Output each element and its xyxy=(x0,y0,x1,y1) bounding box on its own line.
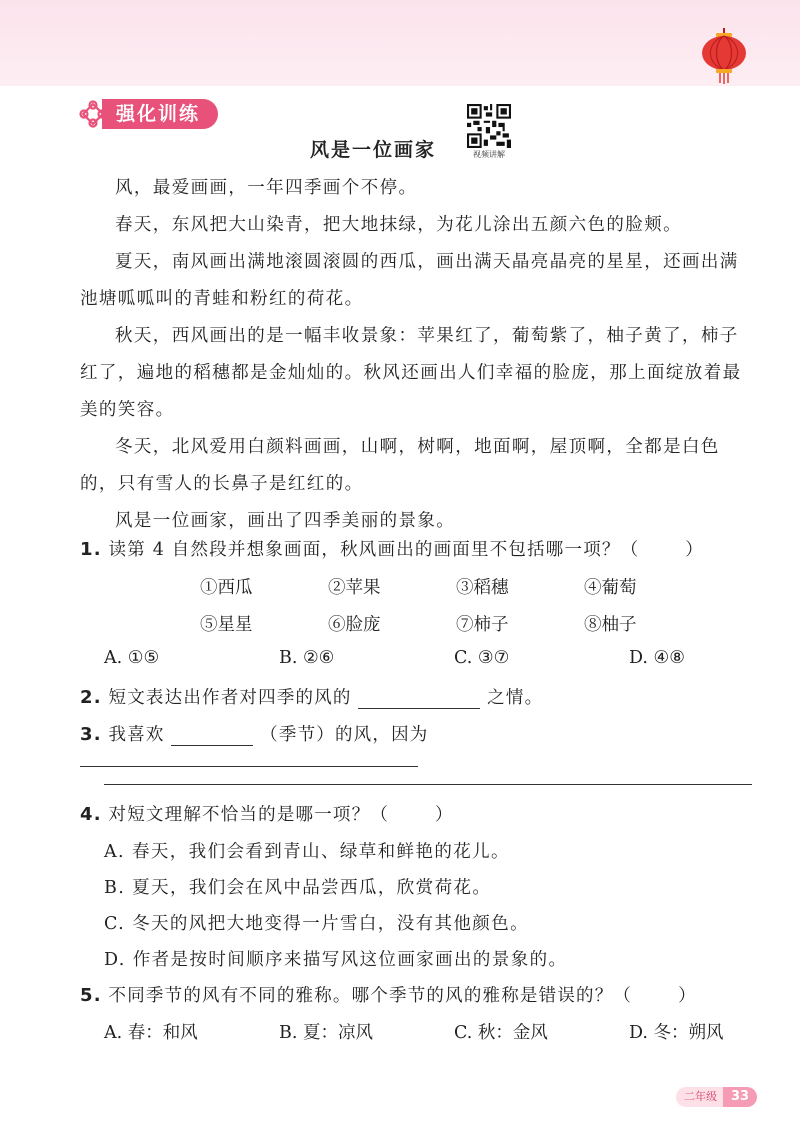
q1-item: ⑥脸庞 xyxy=(328,615,381,635)
passage-paragraph: 夏天，南风画出满地滚圆滚圆的西瓜，画出满天晶亮晶亮的星星，还画出满池塘呱呱叫的青蛙和粉红的荷花。 xyxy=(80,252,739,309)
choice-c[interactable]: C. ③⑦ xyxy=(454,648,510,668)
q1-item: ①西瓜 xyxy=(200,578,253,598)
q1-item: ④葡萄 xyxy=(584,578,637,598)
question-text: 短文表达出作者对四季的风的 xyxy=(108,688,352,708)
reason-blank[interactable] xyxy=(80,746,418,767)
question-text-after: 之情。 xyxy=(487,688,544,708)
q1-items-row-1 xyxy=(200,574,712,599)
choice-a[interactable]: A. 春：和风 xyxy=(104,1023,198,1043)
passage-paragraph: 冬天，北风爱用白颜料画画，山啊，树啊，地面啊，屋顶啊，全都是白色的，只有雪人的长鼻子是红红的。 xyxy=(80,437,720,494)
q1-item: ③稻穗 xyxy=(456,578,509,598)
lantern-icon xyxy=(700,28,748,84)
q1-items-row-2 xyxy=(200,611,712,636)
q4-option-c[interactable]: C. 冬天的风把大地变得一片雪白，没有其他颜色。 xyxy=(104,914,529,934)
question-1 xyxy=(80,536,760,561)
passage xyxy=(80,170,752,540)
paren-close: ） xyxy=(435,805,454,825)
choice-d[interactable]: D. 冬：朔风 xyxy=(629,1023,724,1043)
choice-d[interactable]: D. ④⑧ xyxy=(629,648,685,668)
q1-item: ②苹果 xyxy=(328,578,381,598)
choice-b[interactable]: B. 夏：凉风 xyxy=(279,1023,373,1043)
q4-option-b[interactable]: B. 夏天，我们会在风中品尝西瓜，欣赏荷花。 xyxy=(104,878,492,898)
question-2 xyxy=(80,684,760,709)
question-number: 3. xyxy=(80,724,102,745)
choice-c[interactable]: C. 秋：金风 xyxy=(454,1023,548,1043)
season-blank[interactable] xyxy=(171,725,253,746)
q1-item: ⑧柚子 xyxy=(584,615,637,635)
passage-paragraph: 风，最爱画画，一年四季画个不停。 xyxy=(115,178,418,198)
qr-block xyxy=(466,104,512,160)
q1-choices xyxy=(104,648,800,668)
choice-b[interactable]: B. ②⑥ xyxy=(279,648,335,668)
question-text-middle: （季节）的风，因为 xyxy=(260,725,429,745)
choice-a[interactable]: A. ①⑤ xyxy=(104,648,160,668)
question-text: 不同季节的风有不同的雅称。哪个季节的风的雅称是错误的？（ xyxy=(108,986,633,1006)
question-number: 2. xyxy=(80,687,102,708)
q4-option-a[interactable]: A. 春天，我们会看到青山、绿草和鲜艳的花儿。 xyxy=(104,842,510,862)
fill-blank[interactable] xyxy=(358,688,480,709)
q1-item: ⑦柿子 xyxy=(456,615,509,635)
question-3 xyxy=(80,721,760,767)
question-4 xyxy=(80,801,760,826)
q4-option-d[interactable]: D. 作者是按时间顺序来描写风这位画家画出的景象的。 xyxy=(104,950,568,970)
qr-caption: 视频讲解 xyxy=(473,150,505,159)
grade-label: 二年级 xyxy=(676,1087,723,1107)
question-text: 读第 4 自然段并想象画面，秋风画出的画面里不包括哪一项？（ xyxy=(108,540,640,560)
section-label: 强化训练 xyxy=(102,99,218,129)
question-number: 1. xyxy=(80,539,102,560)
question-5 xyxy=(80,982,760,1007)
paren-close: ） xyxy=(678,986,697,1006)
question-number: 4. xyxy=(80,804,102,825)
passage-paragraph: 秋天，西风画出的是一幅丰收景象：苹果红了，葡萄紫了，柚子黄了，柿子红了，遍地的稻穗都是金灿灿的。秋风还画出人们幸福的脸庞，那上面绽放着最美的笑容。 xyxy=(80,326,742,420)
section-badge xyxy=(78,97,218,131)
top-decorative-band xyxy=(0,0,800,86)
page-footer xyxy=(676,1086,757,1108)
passage-paragraph: 春天，东风把大山染青，把大地抹绿，为花儿涂出五颜六色的脸颊。 xyxy=(115,215,682,235)
question-number: 5. xyxy=(80,985,102,1006)
q5-choices xyxy=(104,1019,800,1044)
question-text: 我喜欢 xyxy=(108,725,165,745)
qr-code-icon[interactable] xyxy=(467,104,511,148)
paren-close: ） xyxy=(685,540,704,560)
passage-paragraph: 风是一位画家，画出了四季美丽的景象。 xyxy=(115,511,456,531)
question-text: 对短文理解不恰当的是哪一项？（ xyxy=(108,805,390,825)
passage-title: 风是一位画家 xyxy=(310,139,437,161)
page-number: 33 xyxy=(723,1087,757,1107)
answer-line[interactable] xyxy=(104,784,752,785)
q1-item: ⑤星星 xyxy=(200,615,253,635)
